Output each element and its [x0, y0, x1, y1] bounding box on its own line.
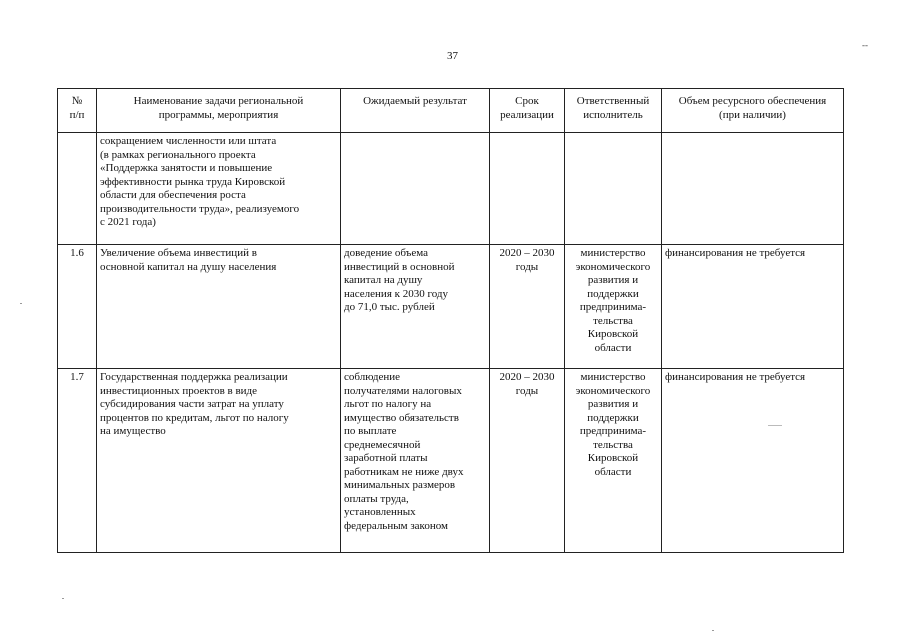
row-executor-cell — [565, 133, 662, 245]
header-executor: Ответственный исполнитель — [565, 89, 662, 133]
row-funding-cell: финансирования не требуется — [662, 369, 844, 553]
row-number-cell — [58, 133, 97, 245]
scan-speck — [768, 425, 782, 426]
program-measures-table — [57, 88, 844, 553]
row-executor-cell: министерство экономического развития и поддержки предпринима- тельства Кировской области — [565, 245, 662, 369]
row-result-cell: соблюдение получателями налоговых льгот по налогу на имущество обязательств по выплате среднемесячной заработной платы работникам не ниже двух минимальных размеров оплаты труда, установленных федеральным законом — [341, 369, 490, 553]
table-row — [58, 369, 844, 553]
header-expected-result: Ожидаемый результат — [341, 89, 490, 133]
row-number-cell: 1.7 — [58, 369, 97, 553]
row-funding-cell: финансирования не требуется — [662, 245, 844, 369]
page-number: 37 — [447, 50, 458, 62]
table-row — [58, 245, 844, 369]
row-result-cell — [341, 133, 490, 245]
table-header-row — [58, 89, 844, 133]
row-term-cell: 2020 – 2030 годы — [490, 245, 565, 369]
header-task-name: Наименование задачи региональной программы, мероприятия — [97, 89, 341, 133]
row-name-cell: Государственная поддержка реализации инвестиционных проектов в виде субсидирования части затрат на уплату процентов по кредитам, льгот по налогу на имущество — [97, 369, 341, 553]
header-number: № п/п — [58, 89, 97, 133]
scan-speck — [20, 303, 22, 304]
header-term: Срок реализации — [490, 89, 565, 133]
scan-speck — [712, 630, 714, 631]
row-executor-cell: министерство экономического развития и поддержки предпринима- тельства Кировской области — [565, 369, 662, 553]
table-row — [58, 133, 844, 245]
row-name-cell: Увеличение объема инвестиций в основной капитал на душу населения — [97, 245, 341, 369]
row-funding-cell — [662, 133, 844, 245]
row-number-cell: 1.6 — [58, 245, 97, 369]
corner-mark: -- — [862, 40, 868, 50]
scan-speck — [62, 598, 64, 599]
header-funding: Объем ресурсного обеспечения (при наличии) — [662, 89, 844, 133]
row-term-cell: 2020 – 2030 годы — [490, 369, 565, 553]
row-name-cell: сокращением численности или штата (в рамках регионального проекта «Поддержка занятости и повышение эффективности рынка труда Кировской области для обеспечения роста производительности труда», реализуемого с 2021 года) — [97, 133, 341, 245]
row-term-cell — [490, 133, 565, 245]
row-result-cell: доведение объема инвестиций в основной капитал на душу населения к 2030 году до 71,0 тыс. рублей — [341, 245, 490, 369]
